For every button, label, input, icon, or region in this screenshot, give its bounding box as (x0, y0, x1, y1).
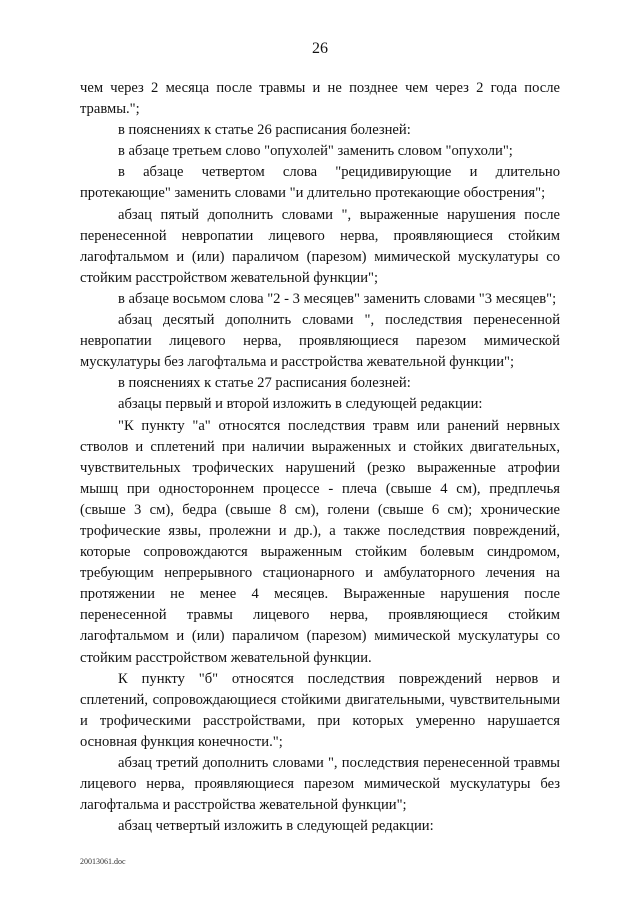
paragraph: К пункту "б" относятся последствия повреждений нервов и сплетений, сопровождающиеся стойкими двигательными, чувствительными и трофическими расстройствами, при которых умеренно нарушается основная функция конечности."; (80, 670, 560, 750)
paragraph: абзац третий дополнить словами ", последствия перенесенной травмы лицевого нерва, проявляющиеся парезом мимической мускулатуры без лагофтальма и расстройства жевательной функции"; (80, 755, 560, 814)
paragraph: абзац пятый дополнить словами ", выраженные нарушения после перенесенной невропатии лицевого нерва, проявляющиеся стойким лагофтальмом и (или) параличом (парезом) мимической мускулатуры со стойким расстройством жевательной функции"; (80, 206, 560, 286)
paragraph: в абзаце третьем слово "опухолей" заменить словом "опухоли"; (118, 143, 513, 160)
page-number: 26 (312, 40, 328, 57)
paragraph: в абзаце четвертом слова "рецидивирующие и длительно протекающие" заменить словами "и длительно протекающие обострения"; (80, 164, 560, 202)
paragraph: в пояснениях к статье 26 расписания болезней: (118, 122, 411, 139)
paragraph: чем через 2 месяца после травмы и не позднее чем через 2 года после травмы."; (80, 80, 560, 118)
footer-filename: 20013061.doc (80, 857, 126, 866)
paragraph: абзац десятый дополнить словами ", последствия перенесенной невропатии лицевого нерва, проявляющиеся парезом мимической мускулатуры без лагофтальма и расстройства жевательной функции"; (80, 312, 560, 371)
paragraph: абзац четвертый изложить в следующей редакции: (118, 818, 434, 835)
paragraph: абзацы первый и второй изложить в следующей редакции: (118, 396, 483, 413)
document-body (80, 78, 560, 837)
paragraph: "К пункту "а" относятся последствия травм или ранений нервных стволов и сплетений при наличии выраженных и стойких двигательных, чувствительных трофических нарушений (резко выраженные атрофии мышц при одностороннем процессе - плеча (свыше 4 см), предплечья (свыше 3 см), бедра (свыше 8 см), голени (свыше 6 см); хронические трофические язвы, пролежни и др.), а также последствия повреждений, которые сопровождаются выраженным стойким болевым синдромом, требующим непрерывного стационарного и амбулаторного лечения на протяжении не менее 4 месяцев. Выраженные нарушения после перенесенной травмы лицевого нерва, проявляющиеся стойким лагофтальмом и (или) параличом (парезом) мимической мускулатуры со стойким расстройством жевательной функции. (80, 417, 560, 666)
paragraph: в абзаце восьмом слова "2 - 3 месяцев" заменить словами "3 месяцев"; (118, 290, 557, 307)
paragraph: в пояснениях к статье 27 расписания болезней: (118, 375, 411, 392)
